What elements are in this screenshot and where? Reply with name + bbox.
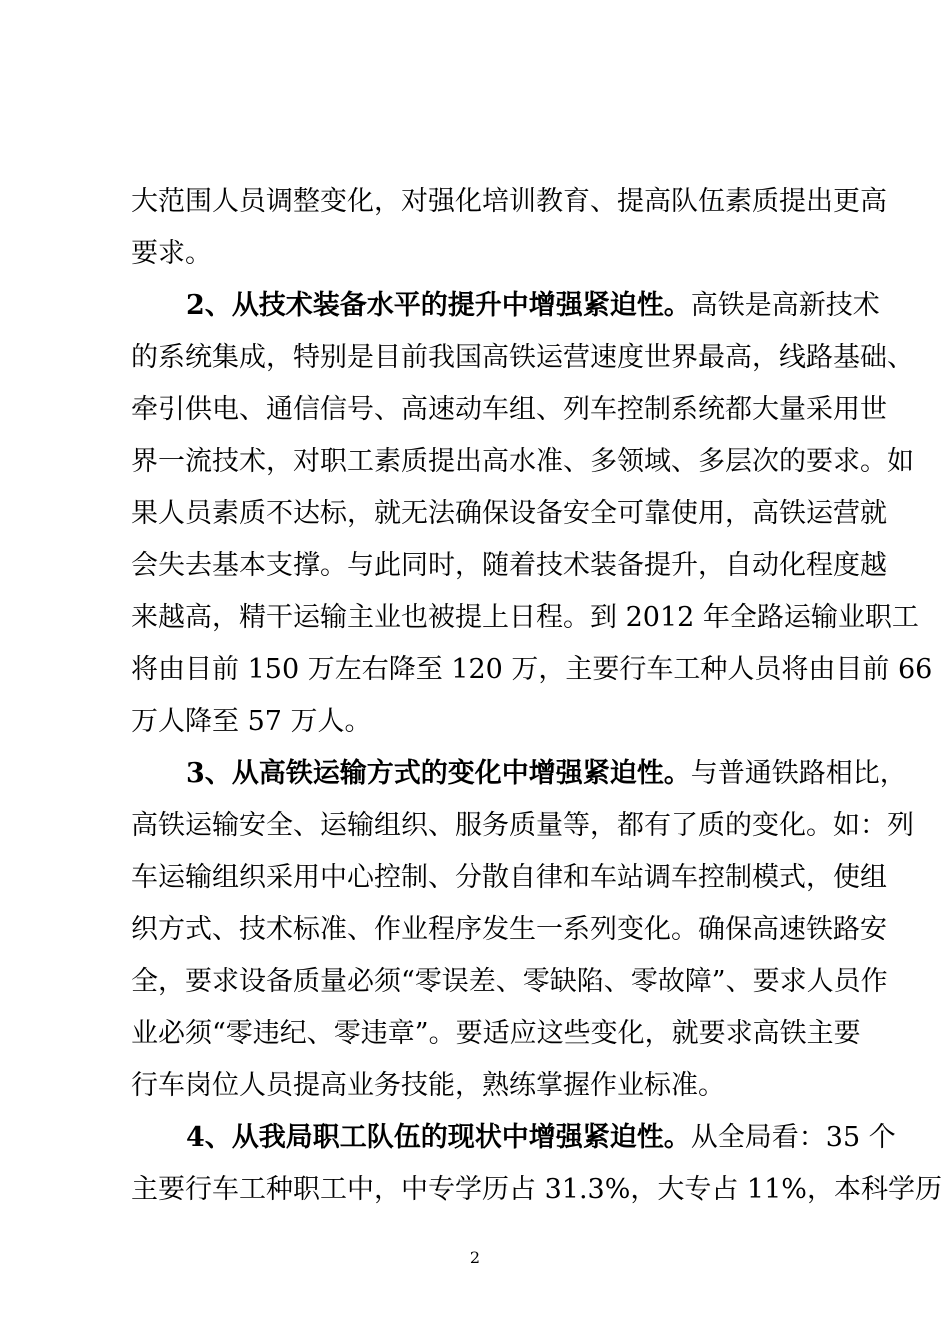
body-line: 车运输组织采用中心控制、分散自律和车站调车控制模式，使组 — [131, 862, 887, 893]
body-line: 的系统集成，特别是目前我国高铁运营速度世界最高，线路基础、 — [131, 342, 914, 373]
section-3-lead-text: 与普通铁路相比， — [690, 758, 907, 789]
body-line: 行车岗位人员提高业务技能，熟练掌握作业标准。 — [131, 1070, 725, 1101]
body-line: 牵引供电、通信信号、高速动车组、列车控制系统都大量采用世 — [131, 394, 887, 425]
body-line: 会失去基本支撑。与此同时，随着技术装备提升，自动化程度越 — [131, 550, 887, 581]
section-2-heading: 2、从技术装备水平的提升中增强紧迫性。 — [186, 290, 691, 321]
body-line: 主要行车工种职工中，中专学历占 31.3%，大专占 11%，本科学历 — [131, 1174, 942, 1205]
section-3-heading-line — [186, 756, 907, 792]
section-4-heading: 4、从我局职工队伍的现状中增强紧迫性。 — [186, 1122, 691, 1153]
section-4-heading-line — [186, 1120, 896, 1156]
body-line: 界一流技术，对职工素质提出高水准、多领域、多层次的要求。如 — [131, 446, 914, 477]
section-2-heading-line — [186, 288, 880, 324]
body-line: 大范围人员调整变化，对强化培训教育、提高队伍素质提出更高 — [131, 186, 887, 217]
body-line: 万人降至 57 万人。 — [131, 706, 372, 737]
body-line: 业必须“零违纪、零违章”。要适应这些变化，就要求高铁主要 — [131, 1018, 861, 1049]
page-number: 2 — [469, 1248, 481, 1267]
section-4-lead-text: 从全局看：35 个 — [690, 1122, 896, 1153]
body-line: 果人员素质不达标，就无法确保设备安全可靠使用，高铁运营就 — [131, 498, 887, 529]
body-line: 将由目前 150 万左右降至 120 万，主要行车工种人员将由目前 66 — [131, 654, 933, 685]
body-line: 要求。 — [131, 238, 212, 269]
body-line: 织方式、技术标准、作业程序发生一系列变化。确保高速铁路安 — [131, 914, 887, 945]
body-line: 来越高，精干运输主业也被提上日程。到 2012 年全路运输业职工 — [131, 602, 919, 633]
section-3-heading: 3、从高铁运输方式的变化中增强紧迫性。 — [186, 758, 691, 789]
body-line: 全，要求设备质量必须“零误差、零缺陷、零故障”、要求人员作 — [131, 966, 888, 997]
body-line: 高铁运输安全、运输组织、服务质量等，都有了质的变化。如：列 — [131, 810, 914, 841]
section-2-lead-text: 高铁是高新技术 — [690, 290, 880, 321]
